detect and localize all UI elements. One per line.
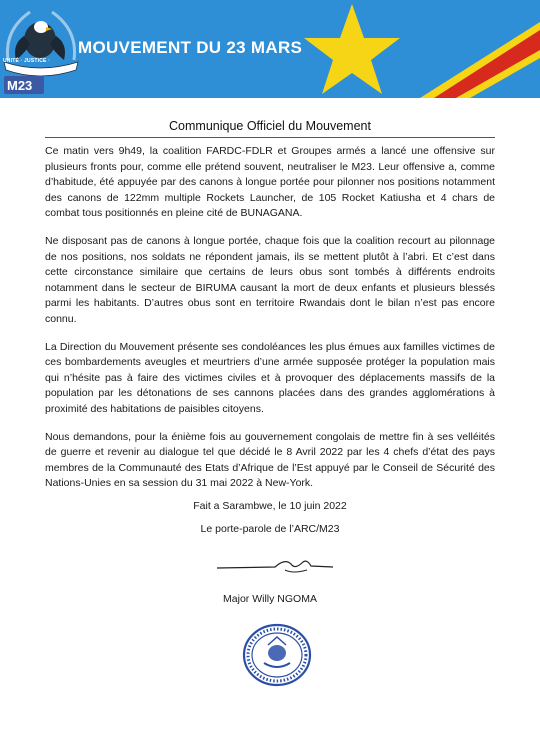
m23-badge: M23 [7, 78, 33, 93]
signatory-role: Le porte-parole de l’ARC/M23 [200, 523, 340, 535]
header-banner [0, 0, 540, 98]
paragraph: Ce matin vers 9h49, la coalition FARDC-FDLR et Groupes armés a lancé une offensive sur plusieurs fronts pour, comme elle prétend souvent, neutraliser le M23. Leur offensive a, comme d’habitude, été appuyée par des canons à longue portée pour pilonner nos positions notamment des canons de 122mm multiple Rockets Launcher, de 105 Rocket Katiusha et 4 chars de combat tous positionnés en pleine cité de BUNAGANA. [45, 145, 495, 220]
paragraph: La Direction du Mouvement présente ses condoléances les plus émues aux familles victimes de ces bombardements aveugles et meurtriers d’une armée supposée protéger la population mais qui n’hésite pas à faire des victimes civiles et à provoquer des déplacements massifs de la population par les détonations de ses cannons placées dans des grandes agglomérations à proximité des habitations de paisibles citoyens. [45, 340, 495, 415]
banner-title: MOUVEMENT DU 23 MARS [78, 38, 303, 57]
official-seal-stamp [242, 623, 312, 687]
document-body [45, 144, 495, 504]
signatory-name: Major Willy NGOMA [223, 593, 317, 605]
document-title: Communique Officiel du Mouvement [169, 119, 371, 133]
handwritten-signature [215, 554, 335, 576]
title-divider [45, 137, 495, 138]
paragraph: Ne disposant pas de canons à longue portée, chaque fois que la coalition recourt au pilonnage de nos positions, nos soldats ne répondent jamais, ils se mettent plutôt à l’abri. Et c’est dans cette circonstance similaire que certains de leurs obus sont tombés à différents endroits notamment dans le secteur de BIRUMA causant la mort de deux enfants et plusieurs blessés parmi les habitants. D’autres obus sont en territoire Rwandais dont le bilan n’est pas encore connu. [45, 234, 495, 325]
place-and-date: Fait a Sarambwe, le 10 juin 2022 [193, 500, 347, 512]
paragraph: Nous demandons, pour la énième fois au gouvernement congolais de mettre fin à ses velléités de guerre et revenir au dialogue tel que décidé le 8 Avril 2022 par les 4 chefs d’état des pays membres de la Communauté des Etats d’Afrique de l’Est appuyé par le Conseil de Sécurité des Nations-Unies en sa session du 31 mai 2022 à New-York. [45, 430, 495, 490]
emblem-motto: UNITÉ · JUSTICE · [3, 58, 51, 64]
